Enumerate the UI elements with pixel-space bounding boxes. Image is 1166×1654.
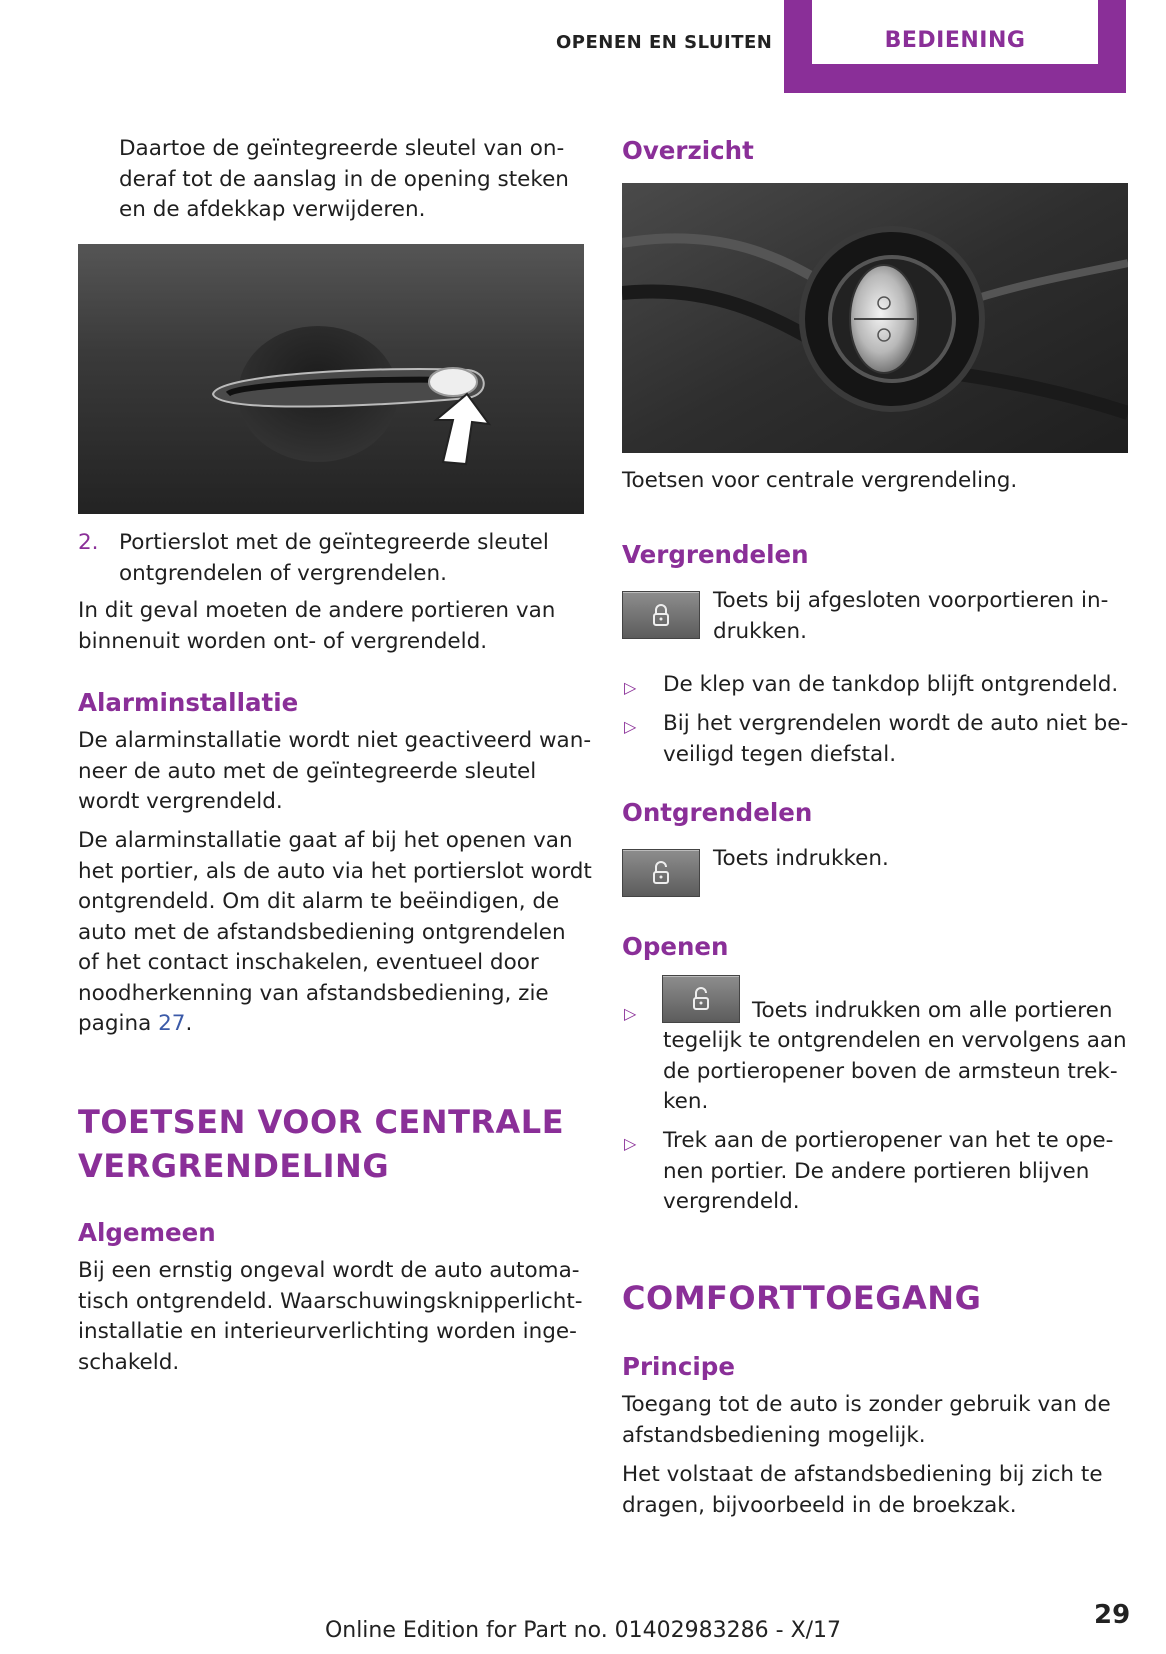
paragraph-line: ken. [663, 1089, 709, 1114]
paragraph-line: Bij het vergrendelen wordt de auto niet be- [663, 711, 1129, 736]
section-heading-line: VERGRENDELING [78, 1147, 390, 1185]
intro-paragraph [119, 134, 569, 226]
paragraph-line: of het contact inschakelen, eventueel door [78, 950, 539, 975]
intro-line: Daartoe de geïntegreerde sleutel van on- [119, 136, 565, 161]
door-handle-illustration [78, 244, 584, 514]
paragraph-line: installatie en interieurverlichting worden inge- [78, 1319, 577, 1344]
triangle-right-icon: ▷ [624, 678, 637, 697]
step-number: 2. [78, 530, 99, 555]
open-bullet-1-first: Toets indrukken om alle portieren [752, 998, 1113, 1023]
running-header-section: OPENEN EN SLUITEN [556, 32, 773, 53]
paragraph-line: nen portier. De andere portieren blijven [663, 1158, 1090, 1184]
paragraph-line: veiligd tegen diefstal. [663, 741, 897, 767]
section-heading-line: TOETSEN VOOR CENTRALE [78, 1103, 565, 1141]
lock-bullet-1: De klep van de tankdop blijft ontgrendeld. [663, 672, 1119, 697]
step-line: ontgrendelen of vergrendelen. [119, 560, 447, 586]
paragraph-line: Toegang tot de auto is zonder gebruik van de [622, 1392, 1111, 1417]
chapter-tab [784, 0, 1126, 93]
principle-paragraph-2 [622, 1460, 1103, 1521]
footer-edition: Online Edition for Part no. 01402983286 - X/17 [324, 1618, 842, 1643]
paragraph-line: noodherkenning van afstandsbediening, zie [78, 980, 549, 1006]
paragraph-line: vergrendeld. [663, 1189, 800, 1214]
paragraph-line: Het volstaat de afstandsbediening bij zich te [622, 1462, 1103, 1487]
paragraph-line: ontgrendeld. Om dit alarm te beëindigen, de [78, 889, 560, 914]
unlock-heading: Ontgrendelen [622, 798, 813, 827]
paragraph-line: dragen, bijvoorbeeld in de broekzak. [622, 1492, 1017, 1518]
section-heading-central-locking [78, 1100, 564, 1188]
paragraph-line: Bij een ernstig ongeval wordt de auto automa- [78, 1258, 580, 1283]
door-handle-photo [78, 244, 584, 514]
lock-heading: Vergrendelen [622, 540, 809, 569]
alarm-heading: Alarminstallatie [78, 688, 299, 717]
lock-icon [623, 592, 699, 638]
intro-line: en de afdekkap verwijderen. [119, 197, 426, 222]
unlock-icon [663, 976, 739, 1022]
unlock-icon [623, 850, 699, 896]
paragraph-line: In dit geval moeten de andere portieren van [78, 598, 556, 623]
general-paragraph [78, 1256, 583, 1378]
triangle-right-icon: ▷ [624, 1134, 637, 1153]
alarm-paragraph-1 [78, 726, 591, 818]
paragraph-line: wordt vergrendeld. [78, 789, 283, 814]
paragraph-line: De alarminstallatie wordt niet geactiveerd wan- [78, 728, 592, 753]
page-ref-prefix: pagina [78, 1011, 159, 1036]
paragraph-line: de portieropener boven de armsteun trek- [663, 1058, 1118, 1084]
lock-button[interactable] [622, 591, 700, 639]
alarm-paragraph-2 [78, 826, 592, 1040]
chapter-tab-inner [812, 0, 1098, 64]
central-locking-illustration [622, 183, 1128, 453]
paragraph-other-doors [78, 596, 555, 657]
general-heading: Algemeen [78, 1218, 216, 1247]
lock-bullet-2 [663, 709, 1128, 770]
page-link[interactable]: 27 [158, 1011, 186, 1036]
paragraph-line: tisch ontgrendeld. Waarschuwingsknipperlicht- [78, 1288, 583, 1314]
unlock-instruction: Toets indrukken. [713, 846, 889, 871]
triangle-right-icon: ▷ [624, 717, 637, 736]
page-number: 29 [1094, 1600, 1131, 1630]
step-line: Portierslot met de geïntegreerde sleutel [119, 530, 549, 555]
photo-caption: Toetsen voor centrale vergrendeling. [622, 468, 1018, 493]
paragraph-line: het portier, als de auto via het portierslot wordt [78, 858, 592, 884]
paragraph-line: neer de auto met de geïntegreerde sleutel [78, 758, 537, 784]
open-bullet-1-rest [663, 1026, 1127, 1118]
intro-line: deraf tot de aanslag in de opening steken [119, 166, 569, 192]
paragraph-line [78, 1009, 592, 1040]
open-unlock-button[interactable] [662, 975, 740, 1023]
lock-instruction [713, 586, 1108, 647]
central-locking-photo [622, 183, 1128, 453]
open-bullet-2 [663, 1126, 1113, 1218]
section-heading-comfort: COMFORTTOEGANG [622, 1279, 982, 1317]
paragraph-line: afstandsbediening mogelijk. [622, 1422, 926, 1448]
paragraph-line: tegelijk te ontgrendelen en vervolgens aan [663, 1028, 1127, 1053]
paragraph-line: De alarminstallatie gaat af bij het openen van [78, 828, 573, 853]
paragraph-line: auto met de afstandsbediening ontgrendelen [78, 919, 566, 945]
page-ref-suffix: . [185, 1011, 193, 1036]
paragraph-line: binnenuit worden ont- of vergrendeld. [78, 628, 488, 654]
open-heading: Openen [622, 932, 729, 961]
chapter-tab-label: BEDIENING [884, 28, 1026, 53]
unlock-button[interactable] [622, 849, 700, 897]
principle-heading: Principe [622, 1352, 735, 1381]
paragraph-line: drukken. [713, 618, 807, 644]
paragraph-line: Trek aan de portieropener van het te ope- [663, 1128, 1114, 1153]
paragraph-line: schakeld. [78, 1349, 180, 1375]
step-2-text [119, 528, 549, 589]
principle-paragraph-1 [622, 1390, 1111, 1451]
triangle-right-icon: ▷ [624, 1004, 637, 1023]
paragraph-line: Toets bij afgesloten voorportieren in- [713, 588, 1109, 613]
overview-heading: Overzicht [622, 136, 754, 165]
